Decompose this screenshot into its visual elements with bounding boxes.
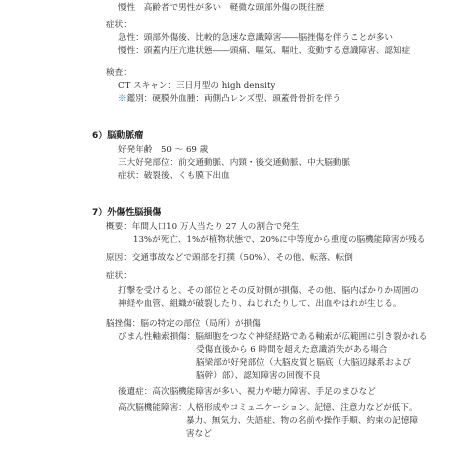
text-line: 好発年齢 50 ～ 69 歳 [118,145,209,155]
text-line: 神経や血管、組織が破裂したり、ねじれたりして、出血やはれが生じる。 [118,299,402,309]
text-line [118,95,341,104]
reference-mark: ※ [118,94,127,104]
text-line: 慢性 高齢者で男性が多い 軽微な頭部外傷の既往歴 [118,3,325,13]
text-line: 後遺症：高次脳機能障害が多い、視力や聴力障害、手足のまひなど [118,387,376,397]
text-line: 脳挫傷：脳の特定の部位（局所）が損傷 [106,319,261,329]
section-heading-7: 7）外傷性脳損傷 [92,208,162,218]
text-line: 13%が死亡、1%が植物状態で、20%に中等度から重度の脳機能障害が残る [133,235,426,245]
text-line: 脳幹）部）、認知障害の回復不良 [196,371,321,381]
text-line: CT スキャン：三日月型の high density [118,81,276,91]
text-line: 暴力、無気力、失語症、物の名前や操作手順、約束の記憶障 [186,416,419,426]
text-line: 症状：破裂後、くも膜下出血 [118,171,230,181]
text-line: 症状： [106,271,132,281]
text-line: 症状： [106,20,132,30]
text-line: 慢性：頭蓋内圧亢進状態――頭痛、嘔気、嘔吐、変動する意識障害、認知症 [118,46,411,56]
text-line: 受傷直後から 6 時間を超えた意識消失がある場合 [196,345,388,355]
text-line: 打撃を受けると、その部位とその反対側が損傷、その他、脳内ばかりか周囲の [118,286,419,296]
text-line: 高次脳機能障害：人格形成やコミュニケーション、記憶、注意力などが低下。 [118,403,418,413]
text-line: 害など [186,429,212,439]
section-heading-6: 6）脳動脈瘤 [92,131,144,141]
text-line: 概要：年間人口10 万人当たり 27 人の割合で発生 [106,222,300,232]
text-line: 急性：頭部外傷後、比較的急速な意識障害――脳挫傷を伴うことが多い [118,33,394,43]
text-line: 三大好発部位：前交通動脈、内頸・後交通動脈、中大脳動脈 [118,158,351,168]
text-line: 検査： [106,68,132,78]
text-line: 脳梁部が好発部位（大脳皮質と脳底（大脳辺縁系および [196,358,411,368]
text-span: 鑑別：硬膜外血腫：両側凸レンズ型、頭蓋骨骨折を伴う [126,94,341,104]
text-line: びまん性軸索損傷：脳細胞をつなぐ神経経路である軸索が広範囲に引き裂かれる [118,332,428,342]
text-line: 原因：交通事故などで頭部を打撲（50%）、その他、転落、転倒 [106,253,353,263]
